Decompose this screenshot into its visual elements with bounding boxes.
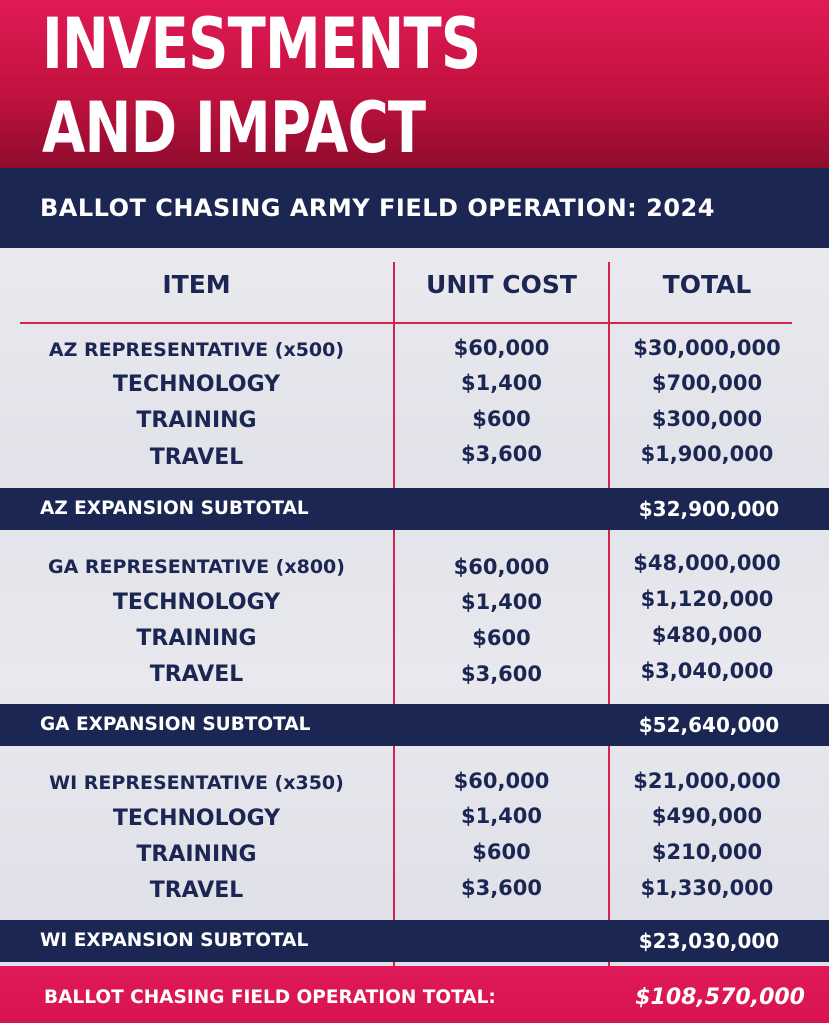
cost-table <box>0 248 829 966</box>
row-total: $48,000,000 <box>633 551 781 575</box>
row-item-label: TRAINING <box>136 626 257 651</box>
row-unit-cost: $60,000 <box>453 555 550 579</box>
row-total: $21,000,000 <box>633 769 781 793</box>
column-header-item: ITEM <box>162 270 231 299</box>
subtotal-label: GA EXPANSION SUBTOTAL <box>40 714 311 735</box>
subtotal-value: $23,030,000 <box>638 929 780 953</box>
row-total: $210,000 <box>651 840 763 864</box>
row-item-label: TECHNOLOGY <box>112 372 281 397</box>
subtotal-label: AZ EXPANSION SUBTOTAL <box>40 498 309 519</box>
row-item-label: WI REPRESENTATIVE (x350) <box>49 772 344 794</box>
subtotal-row-ga <box>0 704 829 746</box>
row-total: $300,000 <box>651 407 763 431</box>
page-header <box>0 0 829 168</box>
row-total: $1,900,000 <box>640 442 774 466</box>
row-unit-cost: $1,400 <box>460 371 543 395</box>
row-unit-cost: $1,400 <box>460 590 543 614</box>
grand-total-value: $108,570,000 <box>635 985 805 1010</box>
column-header-unit-cost: UNIT COST <box>426 270 577 299</box>
row-item-label: AZ REPRESENTATIVE (x500) <box>48 339 345 361</box>
row-unit-cost: $60,000 <box>453 336 550 360</box>
page-title-line-1: INVESTMENTS <box>42 3 481 85</box>
row-unit-cost: $1,400 <box>460 804 543 828</box>
subtotal-label: WI EXPANSION SUBTOTAL <box>40 930 309 951</box>
row-total: $480,000 <box>651 623 763 647</box>
row-unit-cost: $600 <box>472 840 531 864</box>
page-subtitle: BALLOT CHASING ARMY FIELD OPERATION: 2024 <box>40 194 715 222</box>
row-item-label: TRAVEL <box>149 662 244 687</box>
row-total: $3,040,000 <box>640 659 774 683</box>
row-total: $1,120,000 <box>640 587 774 611</box>
grand-total-row <box>0 966 829 1023</box>
row-total: $700,000 <box>651 371 763 395</box>
row-item-label: TRAINING <box>136 842 257 867</box>
row-unit-cost: $60,000 <box>453 769 550 793</box>
subtitle-band <box>0 168 829 248</box>
row-unit-cost: $3,600 <box>460 442 543 466</box>
row-unit-cost: $600 <box>472 626 531 650</box>
row-item-label: TECHNOLOGY <box>112 806 281 831</box>
row-total: $30,000,000 <box>633 336 781 360</box>
header-divider <box>20 322 792 324</box>
subtotal-row-az <box>0 488 829 530</box>
row-item-label: TRAVEL <box>149 445 244 470</box>
row-item-label: TRAINING <box>136 408 257 433</box>
row-item-label: TRAVEL <box>149 878 244 903</box>
subtotal-value: $52,640,000 <box>638 713 780 737</box>
column-header-total: TOTAL <box>662 270 752 299</box>
page-title-line-2: AND IMPACT <box>42 87 426 168</box>
subtotal-row-wi <box>0 920 829 962</box>
row-item-label: TECHNOLOGY <box>112 590 281 615</box>
row-unit-cost: $3,600 <box>460 662 543 686</box>
grand-total-label: BALLOT CHASING FIELD OPERATION TOTAL: <box>44 987 496 1008</box>
row-unit-cost: $3,600 <box>460 876 543 900</box>
row-item-label: GA REPRESENTATIVE (x800) <box>48 556 345 578</box>
row-total: $490,000 <box>651 804 763 828</box>
row-unit-cost: $600 <box>472 407 531 431</box>
subtotal-value: $32,900,000 <box>638 497 780 521</box>
row-total: $1,330,000 <box>640 876 774 900</box>
